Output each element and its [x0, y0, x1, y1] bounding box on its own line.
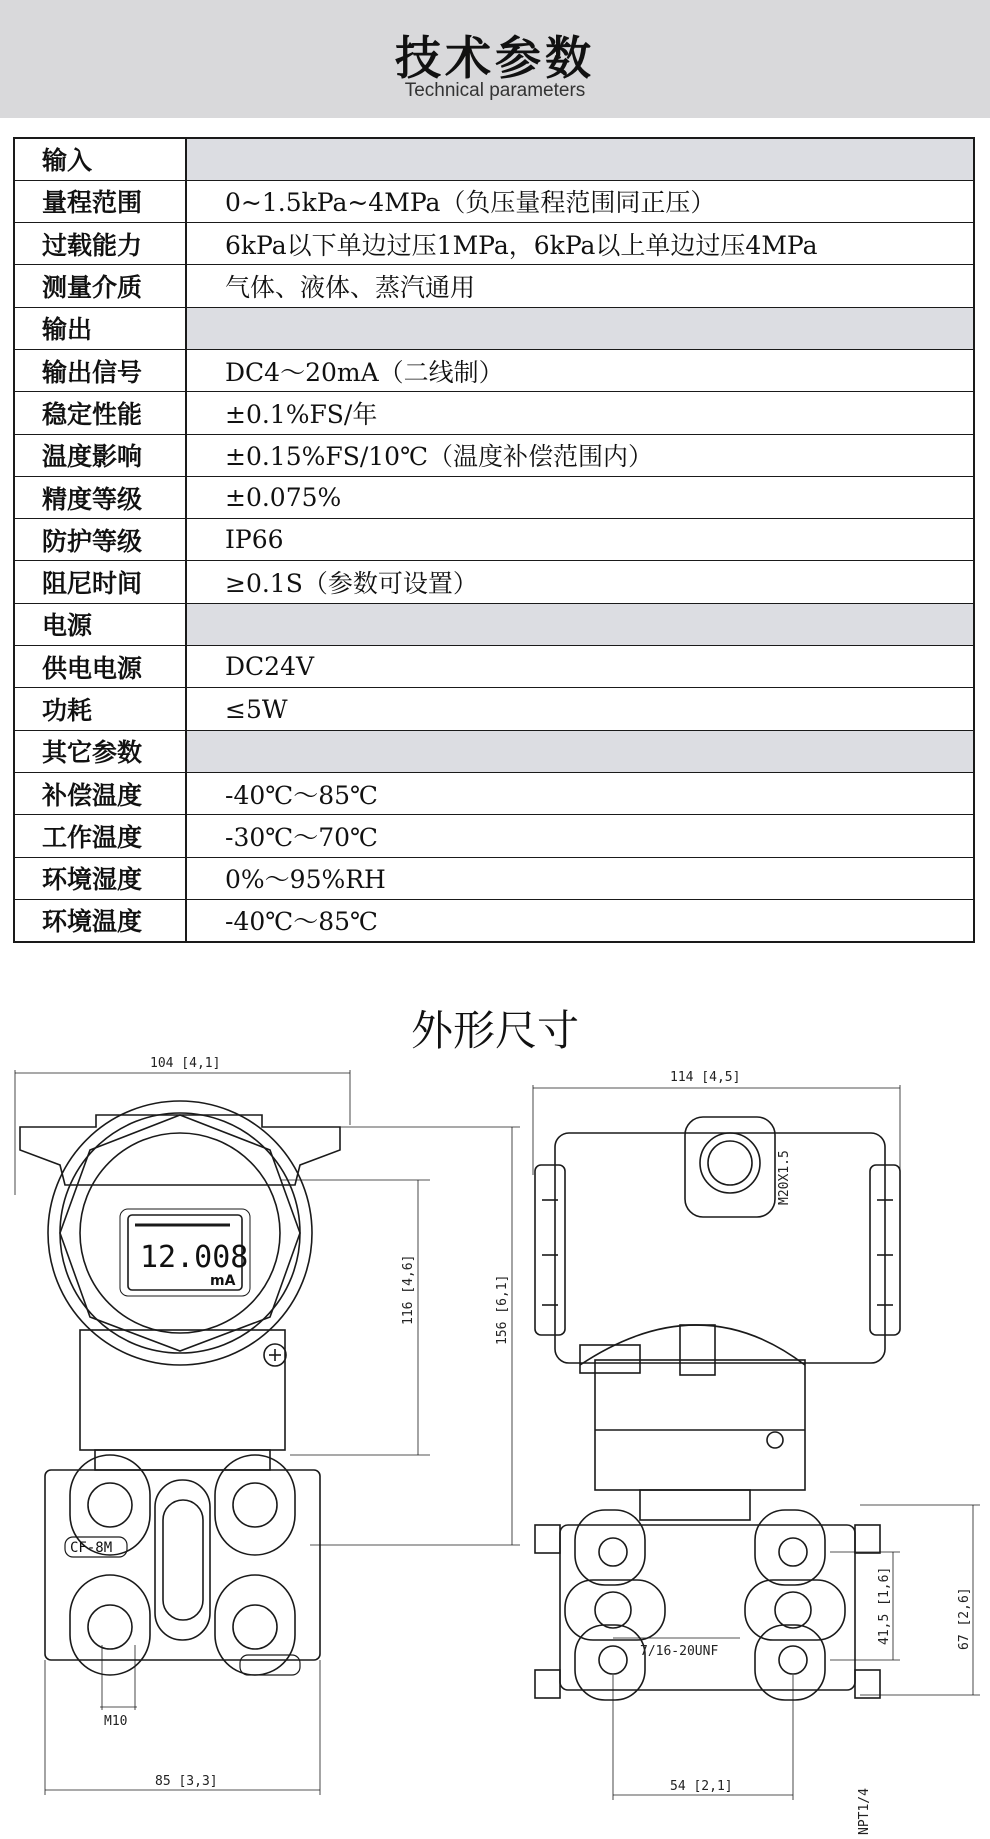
parameter-label: 输出 [14, 307, 186, 349]
dim-side-width-top: 114 [4,5] [670, 1070, 741, 1085]
parameter-label: 环境湿度 [14, 857, 186, 899]
dim-side-flange-height: 67 [2,6] [957, 1587, 972, 1650]
display-unit: mA [210, 1273, 236, 1289]
parameter-value [186, 138, 974, 180]
page-title: 技术参数 [395, 31, 595, 85]
parameter-row [14, 519, 974, 561]
parameter-row [14, 392, 974, 434]
front-view [15, 1070, 520, 1795]
parameter-row [14, 223, 974, 265]
parameter-value: 6kPa以下单边过压1MPa，6kPa以上单边过压4MPa [186, 223, 974, 265]
parameter-value [186, 307, 974, 349]
parameter-value: DC4～20mA（二线制） [186, 349, 974, 391]
parameter-row [14, 349, 974, 391]
parameter-label: 补偿温度 [14, 772, 186, 814]
parameter-row [14, 899, 974, 941]
section-row [14, 603, 974, 645]
page-subtitle: Technical parameters [404, 80, 586, 101]
dimensions-title: 外形尺寸 [410, 1006, 579, 1055]
parameter-label: 测量介质 [14, 265, 186, 307]
parameter-value: DC24V [186, 646, 974, 688]
parameter-value: ±0.1%FS/年 [186, 392, 974, 434]
dim-front-width-top: 104 [4,1] [150, 1056, 221, 1071]
parameter-row [14, 688, 974, 730]
section-row [14, 730, 974, 772]
dim-front-width-bottom: 85 [3,3] [155, 1774, 218, 1789]
parameter-label: 阻尼时间 [14, 561, 186, 603]
parameter-label: 防护等级 [14, 519, 186, 561]
parameter-row [14, 815, 974, 857]
parameter-label: 温度影响 [14, 434, 186, 476]
dimension-labels [70, 1056, 972, 1835]
parameter-value: ±0.075% [186, 476, 974, 518]
dim-front-bolt: M10 [104, 1714, 128, 1729]
parameter-value: -30℃～70℃ [186, 815, 974, 857]
parameter-label: 精度等级 [14, 476, 186, 518]
dim-front-total-height: 156 [6,1] [495, 1274, 510, 1345]
section-row [14, 138, 974, 180]
dimension-drawing [0, 1055, 990, 1839]
parameter-row [14, 772, 974, 814]
parameter-value [186, 730, 974, 772]
parameter-value: -40℃～85℃ [186, 772, 974, 814]
parameter-row [14, 476, 974, 518]
parameter-label: 量程范围 [14, 180, 186, 222]
parameter-value: ≥0.1S（参数可设置） [186, 561, 974, 603]
parameter-label: 工作温度 [14, 815, 186, 857]
parameter-value: IP66 [186, 519, 974, 561]
parameter-row [14, 561, 974, 603]
parameter-row [14, 434, 974, 476]
parameter-row [14, 265, 974, 307]
parameter-value: 气体、液体、蒸汽通用 [186, 265, 974, 307]
parameter-value: 0~1.5kPa~4MPa（负压量程范围同正压） [186, 180, 974, 222]
section-row [14, 307, 974, 349]
parameter-row [14, 857, 974, 899]
dim-side-conduit: M20X1.5 [777, 1150, 792, 1205]
parameter-label: 稳定性能 [14, 392, 186, 434]
display-value: 12.008 [140, 1240, 249, 1275]
parameter-label: 过载能力 [14, 223, 186, 265]
dim-side-spacing: 41,5 [1,6] [877, 1566, 892, 1645]
parameter-value [186, 603, 974, 645]
header-banner [0, 0, 990, 118]
parameter-value: ≤5W [186, 688, 974, 730]
dim-side-process-port: NPT1/4 [857, 1788, 872, 1835]
parameter-label: 供电电源 [14, 646, 186, 688]
dim-front-head-height: 116 [4,6] [401, 1254, 416, 1325]
parameter-value: 0%～95%RH [186, 857, 974, 899]
parameter-label: 输出信号 [14, 349, 186, 391]
parameter-row [14, 646, 974, 688]
dim-side-port-thread: 7/16-20UNF [640, 1644, 719, 1659]
parameter-label: 输入 [14, 138, 186, 180]
dim-side-width-bottom: 54 [2,1] [670, 1779, 733, 1794]
parameter-label: 其它参数 [14, 730, 186, 772]
parameters-table [13, 137, 975, 943]
parameter-label: 电源 [14, 603, 186, 645]
parameter-label: 功耗 [14, 688, 186, 730]
parameter-label: 环境温度 [14, 899, 186, 941]
parameter-value: -40℃～85℃ [186, 899, 974, 941]
parameter-value: ±0.15%FS/10℃（温度补偿范围内） [186, 434, 974, 476]
side-view [533, 1085, 980, 1800]
parameter-row [14, 180, 974, 222]
flange-mark: CF-8M [70, 1540, 113, 1556]
